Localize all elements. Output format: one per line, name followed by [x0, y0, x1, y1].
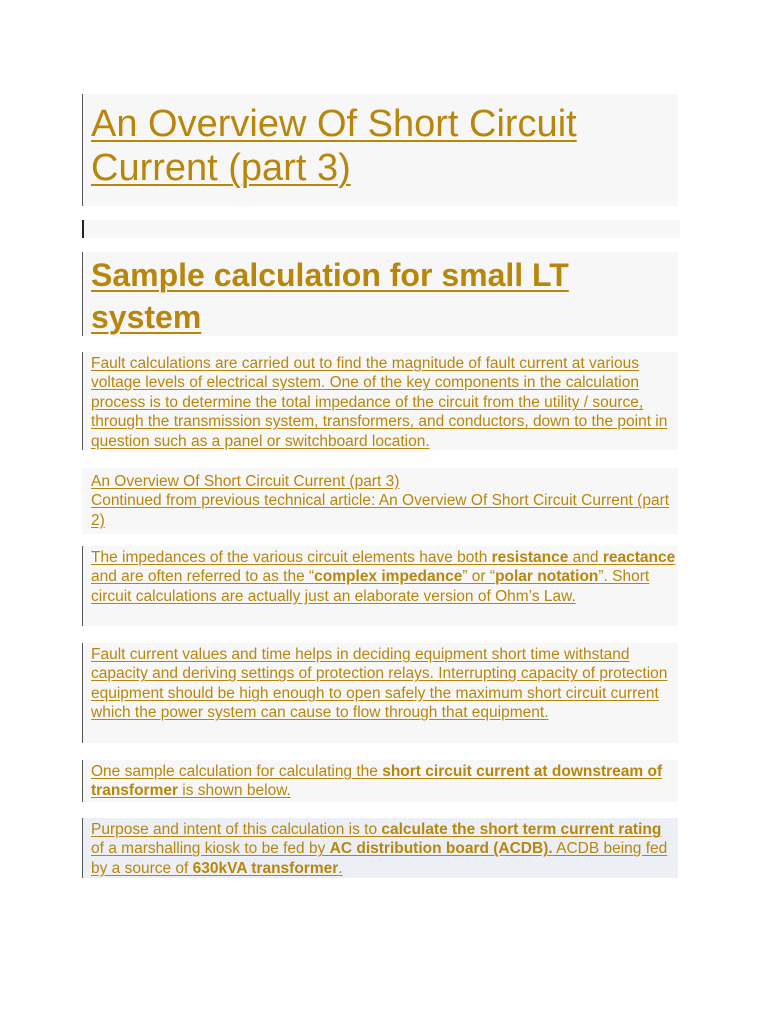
text-segment: . [338, 859, 343, 877]
paragraph-sample[interactable] [82, 760, 678, 802]
article-link-part2[interactable]: Continued from previous technical article: An Overview Of Short Circuit Current (part 2) [91, 492, 670, 529]
bold-term-acdb: AC distribution board (ACDB). [329, 840, 553, 858]
page-title[interactable] [82, 94, 678, 206]
text-segment: and are often referred to as the “ [91, 568, 315, 586]
bold-term-resistance: resistance [491, 549, 569, 566]
bold-term-short-circuit-current: short circuit current at downstream of transformer [91, 763, 663, 800]
bold-term-complex-impedance: complex impedance [314, 568, 463, 586]
text-segment: The impedances of the various circuit elements have both [91, 549, 492, 566]
paragraph-purpose[interactable] [82, 818, 678, 878]
bold-term-transformer: 630kVA transformer [192, 859, 339, 877]
page-title-text[interactable]: An Overview Of Short Circuit Current (part 3) [91, 103, 577, 189]
paragraph-continued[interactable] [82, 470, 678, 532]
text-segment: ” or “ [462, 568, 496, 586]
text-segment: ACDB being fed by a source of [91, 840, 668, 877]
text-segment: of a marshalling kiosk to be fed by [91, 840, 330, 858]
bold-term-short-term-current-rating: calculate the short term current rating [381, 821, 662, 838]
bold-term-polar-notation: polar notation [495, 568, 599, 586]
paragraph-fault-values-text[interactable]: Fault current values and time helps in deciding equipment short time withstand capacity and deriving settings of protection relays. Interrupting capacity of protection equipment should be high enough to open safely the maximum short circuit current which the power system can cause to flow through that equipment. [91, 646, 668, 722]
text-segment: One sample calculation for calculating the [91, 763, 383, 780]
spacer-bar [82, 220, 680, 238]
bold-term-reactance: reactance [602, 549, 676, 566]
article-link-part3[interactable]: An Overview Of Short Circuit Current (part 3) [91, 473, 400, 490]
text-segment: and [568, 549, 603, 566]
text-segment: Purpose and intent of this calculation is to [91, 821, 382, 838]
paragraph-fault-values[interactable] [82, 643, 678, 743]
text-segment: is shown below. [178, 782, 291, 800]
section-heading[interactable] [82, 252, 678, 336]
section-heading-text[interactable]: Sample calculation for small LT system [91, 257, 569, 335]
paragraph-intro[interactable] [82, 352, 678, 450]
paragraph-impedance[interactable] [82, 546, 678, 626]
paragraph-intro-text[interactable]: Fault calculations are carried out to find the magnitude of fault current at various voltage levels of electrical system. One of the key components in the calculation process is to determine the total impedance of the circuit from the utility / source, through the transmission system, transformers, and conductors, down to the point in question such as a panel or switchboard location. [91, 355, 668, 450]
text-segment: ”. Short circuit calculations are actually just an elaborate version of Ohm’s Law. [91, 568, 650, 605]
